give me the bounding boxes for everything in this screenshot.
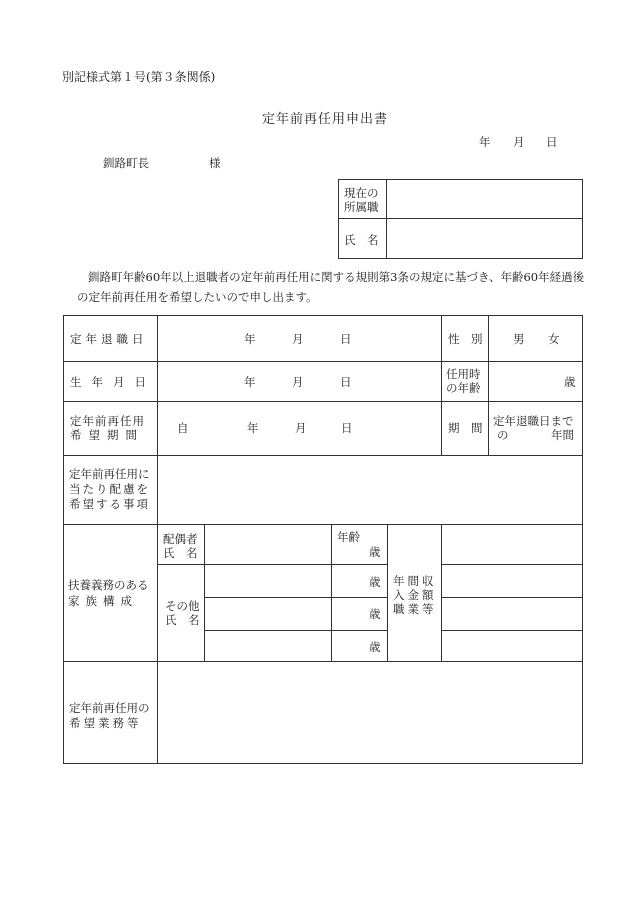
period-day: 日: [341, 421, 353, 435]
age-unit: 歳: [564, 375, 576, 389]
other-name-field-2[interactable]: [206, 599, 329, 628]
age-label: 年齢: [337, 530, 360, 544]
birth-month: 月: [292, 375, 304, 389]
dependents-label-2: 家族構成: [68, 594, 138, 608]
desired-work-label: 定年前再任用の: [69, 701, 150, 715]
birth-day: 日: [340, 375, 352, 389]
period-month: 月: [295, 421, 307, 435]
period-value-2: の: [497, 428, 509, 442]
current-post-label: 現在の: [344, 186, 379, 200]
name-field[interactable]: [388, 220, 580, 257]
date-year-label: 年: [479, 135, 491, 149]
addressee: 釧路町長: [103, 156, 149, 170]
period-value-3: 年間: [551, 428, 574, 442]
birth-date-label: 生年月日: [70, 375, 156, 389]
current-post-field[interactable]: [388, 181, 580, 216]
spouse-label-2: 氏 名: [163, 546, 198, 560]
desired-period-label-2: 希望期間: [70, 428, 144, 442]
consideration-field[interactable]: [159, 457, 581, 522]
date-month-label: 月: [513, 135, 525, 149]
name-label: 氏 名: [344, 233, 379, 247]
income-label: 年間収: [393, 574, 437, 588]
date-day-label: 日: [546, 135, 558, 149]
retirement-date-label: 定年退職日: [70, 332, 148, 346]
form-number: 別記様式第１号(第３条関係): [62, 70, 216, 84]
others-label: その他: [165, 599, 200, 613]
statement-line-1: 釧路町年齢60年以上退職者の定年前再任用に関する規則第3条の規定に基づき、年齢60年経過後: [88, 270, 585, 284]
from-label: 自: [177, 421, 189, 435]
income-field-4[interactable]: [443, 632, 581, 659]
spouse-name-field[interactable]: [206, 526, 329, 562]
addressee-honorific: 様: [209, 156, 221, 170]
current-post-label-2: 所属職: [344, 200, 379, 214]
other-age-unit-1: 歳: [369, 575, 381, 589]
gender-label: 性 別: [448, 332, 483, 346]
retirement-month: 月: [292, 332, 304, 346]
desired-work-field[interactable]: [159, 663, 581, 762]
retirement-day: 日: [340, 332, 352, 346]
income-field-2[interactable]: [443, 566, 581, 595]
spouse-age-unit: 歳: [369, 545, 381, 559]
consideration-label: 定年前再任用に: [69, 467, 150, 481]
form-title: 定年前再任用申出書: [262, 112, 389, 127]
age-at-appointment-label: 任用時: [446, 367, 481, 381]
gender-female[interactable]: 女: [548, 332, 560, 346]
other-age-unit-2: 歳: [369, 607, 381, 621]
desired-period-label: 定年前再任用: [70, 414, 145, 428]
income-field-1[interactable]: [443, 526, 581, 562]
other-name-field-3[interactable]: [206, 632, 329, 659]
desired-work-label-2: 希望業務等: [69, 716, 142, 730]
consideration-label-2: 当たり配慮を: [69, 482, 150, 496]
income-label-3: 職業等: [393, 602, 437, 616]
other-age-unit-3: 歳: [369, 640, 381, 654]
other-name-field-1[interactable]: [206, 566, 329, 595]
spouse-label: 配偶者: [163, 532, 198, 546]
period-value: 定年退職日まで: [493, 414, 574, 428]
consideration-label-3: 希望する事項: [69, 497, 150, 511]
period-label: 期 間: [448, 421, 483, 435]
others-label-2: 氏 名: [165, 613, 200, 627]
income-field-3[interactable]: [443, 599, 581, 628]
period-year: 年: [247, 421, 259, 435]
age-at-appointment-label-2: の年齢: [446, 381, 481, 395]
statement-line-2: の定年前再任用を希望したいので申し出ます。: [77, 290, 318, 304]
gender-male[interactable]: 男: [513, 332, 525, 346]
dependents-label: 扶養義務のある: [68, 578, 149, 592]
birth-year: 年: [244, 375, 256, 389]
retirement-year: 年: [244, 332, 256, 346]
income-label-2: 入金額: [393, 588, 437, 602]
